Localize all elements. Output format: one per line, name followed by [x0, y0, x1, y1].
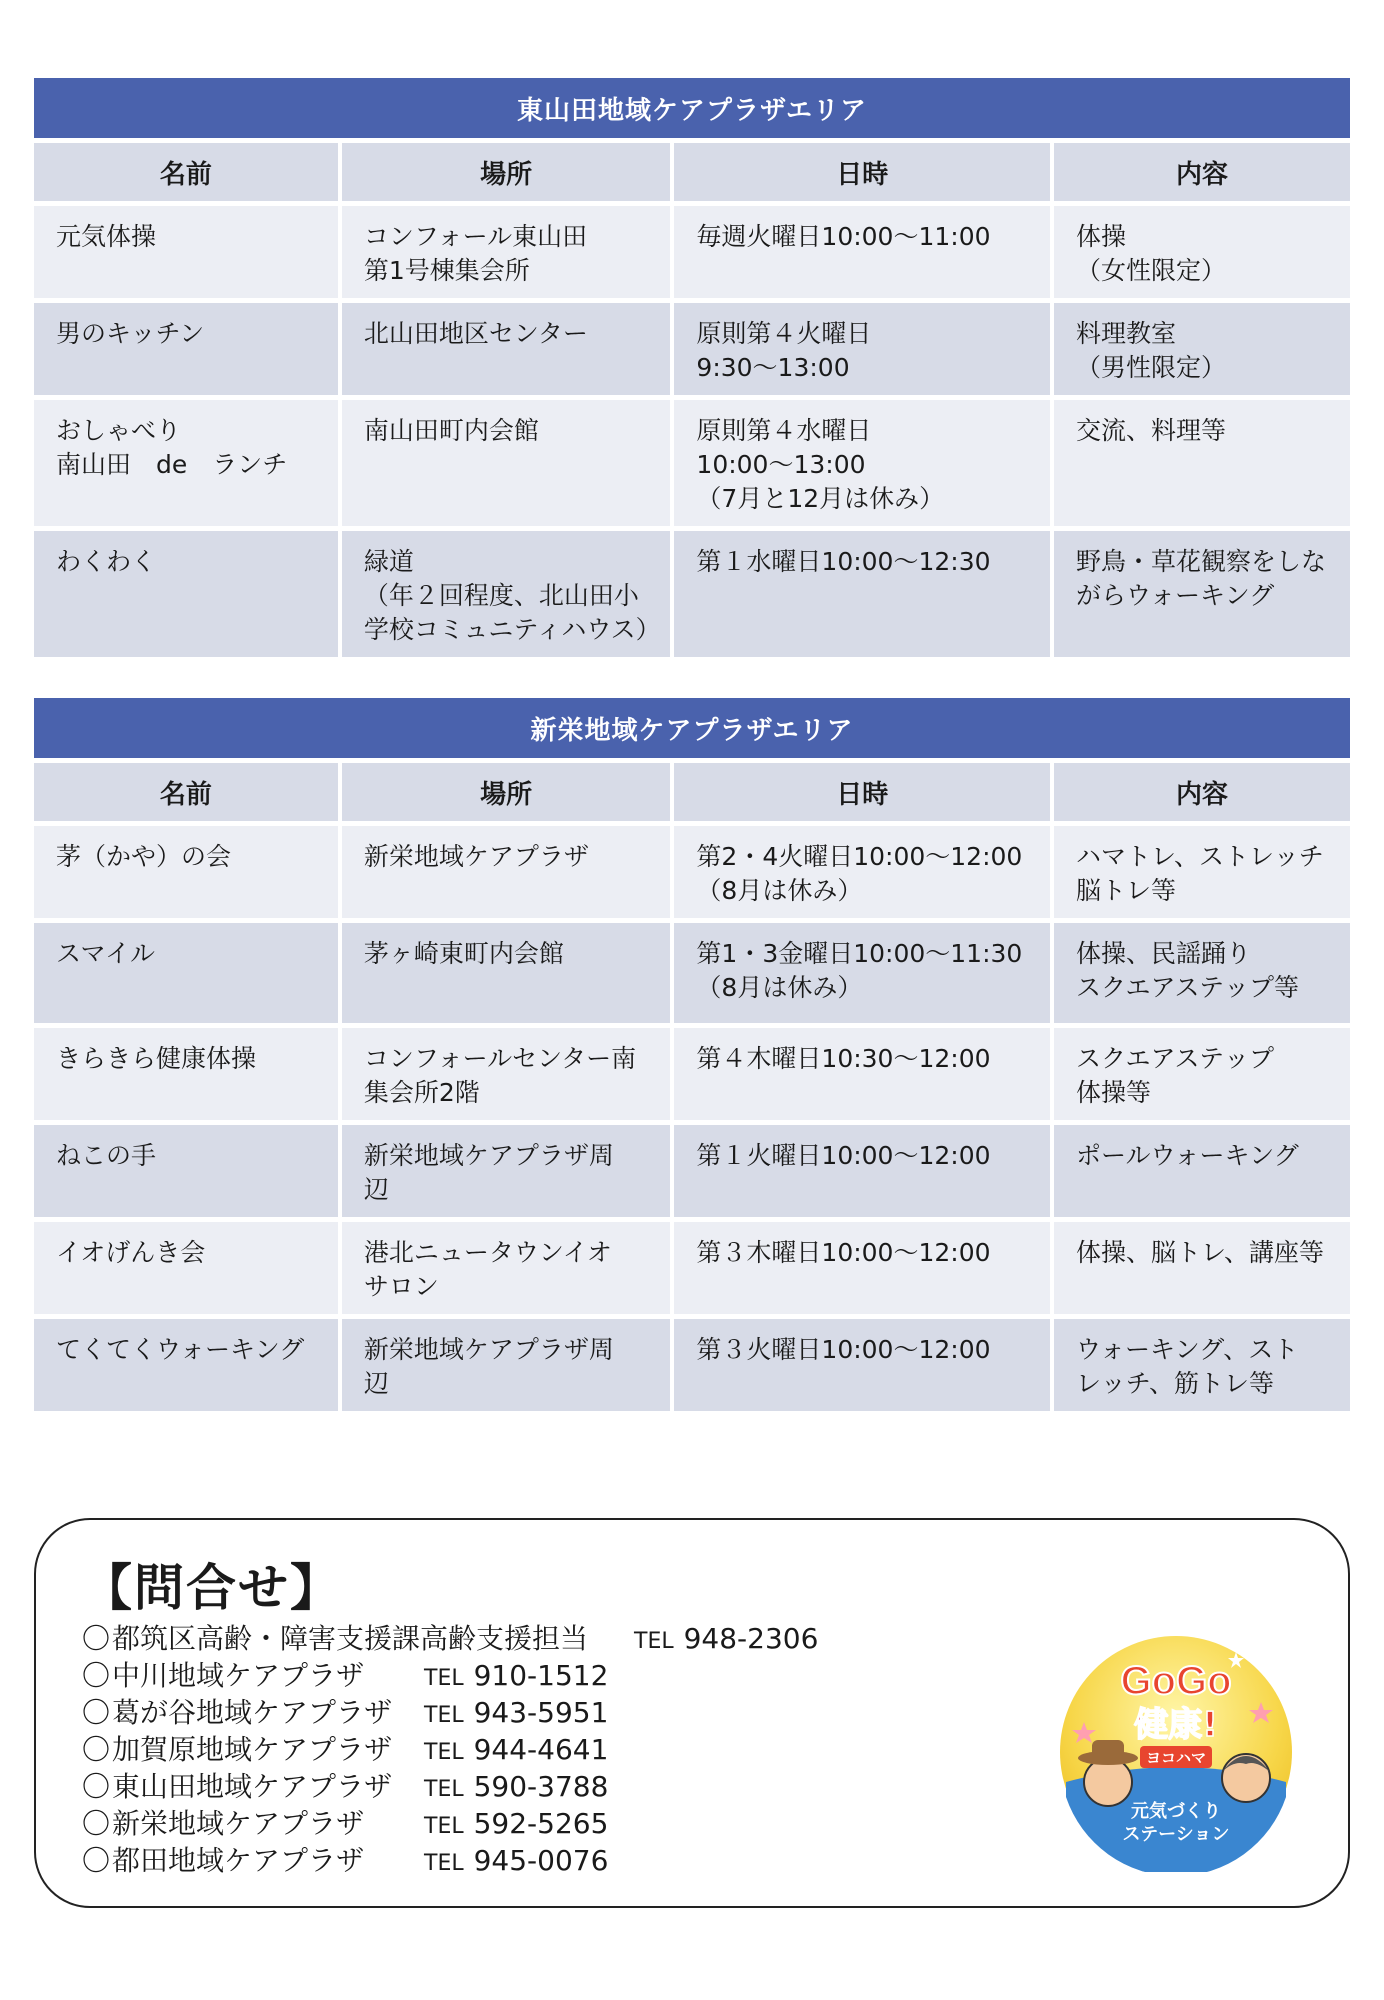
table-row [34, 303, 1350, 395]
tel-label: TEL [424, 1851, 464, 1876]
cell-content: 体操、脳トレ、講座等 [1054, 1222, 1350, 1314]
tel-label: TEL [424, 1777, 464, 1802]
contact-item [82, 1620, 819, 1657]
cell-content: 野鳥・草花観察をしな がらウォーキング [1054, 531, 1350, 657]
circle-mark: 〇 [82, 1733, 111, 1766]
circle-mark: 〇 [82, 1622, 111, 1655]
header-datetime: 日時 [674, 763, 1050, 821]
contact-tel: 945-0076 [473, 1844, 609, 1877]
cell-datetime: 第１水曜日10:00～12:30 [674, 531, 1050, 657]
cell-name: わくわく [34, 531, 338, 657]
cell-datetime: 第４木曜日10:30～12:00 [674, 1028, 1050, 1120]
cell-datetime: 第３火曜日10:00～12:00 [674, 1319, 1050, 1411]
man-face-icon [1084, 1758, 1132, 1806]
header-place: 場所 [342, 143, 671, 201]
header-content: 内容 [1054, 763, 1350, 821]
contact-tel: 910-1512 [473, 1659, 609, 1692]
cell-datetime: 原則第４水曜日 10:00～13:00 （7月と12月は休み） [674, 400, 1050, 526]
contact-item [82, 1805, 609, 1842]
contact-box [34, 1518, 1350, 1908]
gogo-kenko-logo [1056, 1632, 1296, 1872]
table-row [34, 923, 1350, 1023]
table-row [34, 400, 1350, 526]
cell-content: 料理教室 （男性限定） [1054, 303, 1350, 395]
tel-label: TEL [634, 1629, 674, 1654]
cell-content: スクエアステップ 体操等 [1054, 1028, 1350, 1120]
hat-crown-icon [1092, 1740, 1124, 1758]
cell-name: ねこの手 [34, 1125, 338, 1217]
contact-item [82, 1842, 609, 1879]
contact-org: 都筑区高齢・障害支援課高齢支援担当 [112, 1622, 589, 1655]
cell-place: コンフォール東山田 第1号棟集会所 [342, 206, 671, 298]
contact-org: 都田地域ケアプラザ [112, 1844, 365, 1877]
header-datetime: 日時 [674, 143, 1050, 201]
header-place: 場所 [342, 763, 671, 821]
table-row [34, 531, 1350, 657]
higashiyamada-area-section [34, 78, 1350, 662]
table-row [34, 206, 1350, 298]
tel-label: TEL [424, 1814, 464, 1839]
logo-station-line2: ステーション [1122, 1824, 1230, 1845]
circle-mark: 〇 [82, 1696, 111, 1729]
cell-content: ウォーキング、スト レッチ、筋トレ等 [1054, 1319, 1350, 1411]
contact-item [82, 1657, 609, 1694]
cell-place: 北山田地区センター [342, 303, 671, 395]
cell-place: 港北ニュータウンイオ サロン [342, 1222, 671, 1314]
cell-place: 新栄地域ケアプラザ周 辺 [342, 1125, 671, 1217]
cell-place: コンフォールセンター南 集会所2階 [342, 1028, 671, 1120]
shinei-area-section [34, 698, 1350, 1416]
circle-mark: 〇 [82, 1807, 111, 1840]
contact-tel: 944-4641 [473, 1733, 609, 1766]
cell-place: 新栄地域ケアプラザ [342, 826, 671, 918]
contact-org: 東山田地域ケアプラザ [112, 1770, 393, 1803]
cell-datetime: 第３木曜日10:00～12:00 [674, 1222, 1050, 1314]
higashiyamada-schedule-table [30, 138, 1354, 662]
contact-list [82, 1620, 819, 1879]
cell-datetime: 第1・3金曜日10:00～11:30 （8月は休み） [674, 923, 1050, 1023]
cell-content: 交流、料理等 [1054, 400, 1350, 526]
contact-org: 加賀原地域ケアプラザ [112, 1733, 393, 1766]
cell-name: おしゃべり 南山田 de ランチ [34, 400, 338, 526]
header-name: 名前 [34, 763, 338, 821]
table-header-row [34, 143, 1350, 201]
cell-datetime: 第１火曜日10:00～12:00 [674, 1125, 1050, 1217]
cell-content: ハマトレ、ストレッチ 脳トレ等 [1054, 826, 1350, 918]
higashiyamada-area-title: 東山田地域ケアプラザエリア [34, 78, 1350, 138]
contact-tel: 590-3788 [473, 1770, 609, 1803]
shinei-area-title: 新栄地域ケアプラザエリア [34, 698, 1350, 758]
table-row [34, 1028, 1350, 1120]
contact-tel: 943-5951 [473, 1696, 609, 1729]
circle-mark: 〇 [82, 1659, 111, 1692]
table-row [34, 1222, 1350, 1314]
cell-name: イオげんき会 [34, 1222, 338, 1314]
circle-mark: 〇 [82, 1844, 111, 1877]
header-name: 名前 [34, 143, 338, 201]
contact-item [82, 1731, 609, 1768]
cell-datetime: 第2・4火曜日10:00～12:00 （8月は休み） [674, 826, 1050, 918]
logo-kenko-text: 健康! [1134, 1705, 1218, 1745]
cell-place: 南山田町内会館 [342, 400, 671, 526]
cell-place: 新栄地域ケアプラザ周 辺 [342, 1319, 671, 1411]
contact-tel: 948-2306 [683, 1622, 819, 1655]
table-row [34, 1319, 1350, 1411]
contact-tel: 592-5265 [473, 1807, 609, 1840]
cell-name: 男のキッチン [34, 303, 338, 395]
table-row [34, 826, 1350, 918]
contact-item [82, 1768, 609, 1805]
cell-name: 元気体操 [34, 206, 338, 298]
tel-label: TEL [424, 1740, 464, 1765]
circle-mark: 〇 [82, 1770, 111, 1803]
cell-name: きらきら健康体操 [34, 1028, 338, 1120]
cell-datetime: 毎週火曜日10:00～11:00 [674, 206, 1050, 298]
table-header-row [34, 763, 1350, 821]
table-row [34, 1125, 1350, 1217]
cell-place: 緑道 （年２回程度、北山田小 学校コミュニティハウス） [342, 531, 671, 657]
contact-heading: 【問合せ】 [82, 1559, 342, 1617]
cell-content: 体操、民謡踊り スクエアステップ等 [1054, 923, 1350, 1023]
logo-yokohama-text: ヨコハマ [1145, 1749, 1207, 1767]
shinei-schedule-table [30, 758, 1354, 1416]
cell-name: スマイル [34, 923, 338, 1023]
tel-label: TEL [424, 1703, 464, 1728]
contact-org: 中川地域ケアプラザ [112, 1659, 365, 1692]
cell-content: 体操 （女性限定） [1054, 206, 1350, 298]
cell-datetime: 原則第４火曜日 9:30～13:00 [674, 303, 1050, 395]
header-content: 内容 [1054, 143, 1350, 201]
cell-name: てくてくウォーキング [34, 1319, 338, 1411]
logo-gogo-text: GoGo [1120, 1659, 1232, 1703]
cell-content: ポールウォーキング [1054, 1125, 1350, 1217]
contact-org: 新栄地域ケアプラザ [112, 1807, 365, 1840]
cell-place: 茅ヶ崎東町内会館 [342, 923, 671, 1023]
cell-name: 茅（かや）の会 [34, 826, 338, 918]
contact-org: 葛が谷地域ケアプラザ [112, 1696, 393, 1729]
contact-item [82, 1694, 609, 1731]
tel-label: TEL [424, 1666, 464, 1691]
logo-station-line1: 元気づくり [1131, 1801, 1221, 1822]
